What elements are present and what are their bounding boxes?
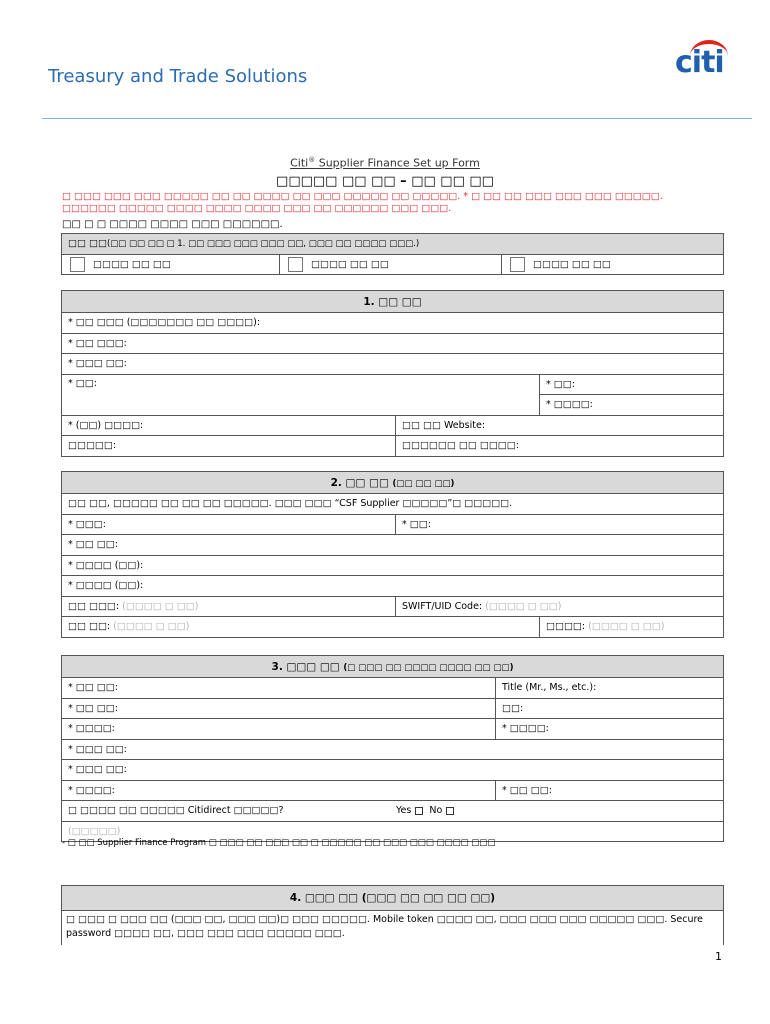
contact-title-field[interactable]: Title (Mr., Ms., etc.): (496, 678, 724, 699)
bank-address-label: □□ □□: (68, 621, 111, 633)
company-name-field[interactable]: * □□ □□□ (□□□□□□□ □□ □□□□): (62, 313, 724, 334)
contact-phone-field[interactable]: * □□□□: (62, 719, 496, 740)
account-number-foreign-field[interactable]: * □□□□ (□□): (62, 576, 724, 597)
section1-title: 1. □□ □□ (62, 291, 724, 313)
option-new-cell[interactable] (62, 254, 280, 275)
section2-title-note: (□□ □□ □□) (392, 478, 455, 489)
checkbox-delete[interactable] (510, 257, 525, 272)
bank-code-label: □□ □□□: (68, 600, 120, 612)
company-fax-field[interactable]: □□□□□: (62, 436, 396, 457)
business-number-field[interactable]: * □□□ □□: (62, 354, 724, 375)
option-change-label: □□□□ □□ □□ (311, 258, 389, 270)
no-label: No (429, 805, 443, 817)
form-title-text: Supplier Finance Set up Form (315, 156, 480, 170)
company-phone-field[interactable]: * (□□) □□□□: (62, 415, 396, 436)
section3-contact-table (61, 655, 724, 842)
section2-bank-table (61, 471, 724, 638)
contact-name-english-field[interactable]: * □□ □□: (62, 698, 496, 719)
bank-code-field[interactable] (62, 596, 396, 617)
bank-address-field[interactable] (62, 617, 540, 638)
user-id-field[interactable]: (□□□□□) (62, 821, 724, 842)
section3-title (62, 656, 724, 678)
contact-email1-field[interactable]: * □□□ □□: (62, 739, 724, 760)
form-title-registered-mark: ® (308, 156, 316, 164)
page-header-title: Treasury and Trade Solutions (48, 66, 308, 87)
citi-logo (672, 40, 736, 78)
option-delete-label: □□□□ □□ □□ (533, 258, 611, 270)
bank-address-hint: (□□□□ □ □□) (113, 621, 190, 633)
citidirect-question-row (62, 801, 724, 822)
corp-number-field[interactable]: □□□□□□ □□ □□□□: (396, 436, 724, 457)
bank-city-label: □□□□: (546, 621, 586, 633)
section4-security-table (61, 885, 724, 945)
checkbox-new[interactable] (70, 257, 85, 272)
postal-code-field[interactable]: * □□□□: (540, 395, 724, 416)
form-title (0, 156, 770, 170)
yes-checkbox[interactable] (415, 807, 423, 815)
citidirect-question: □ □□□□ □□ □□□□□ Citidirect □□□□□? (68, 805, 284, 817)
bank-city-hint: (□□□□ □ □□) (588, 621, 665, 633)
request-type-header (62, 234, 724, 255)
contact-mobile-field[interactable]: * □□□□: (496, 719, 724, 740)
no-checkbox[interactable] (446, 807, 454, 815)
section2-title-text: 2. □□ □□ (330, 476, 389, 489)
account-number-domestic-field[interactable]: * □□□□ (□□): (62, 555, 724, 576)
swift-label: SWIFT/UID Code: (402, 600, 483, 612)
option-change-cell[interactable] (280, 254, 502, 275)
checkbox-change[interactable] (288, 257, 303, 272)
page-number: 1 (715, 950, 722, 963)
section4-body: □ □□□ □ □□□ □□ (□□□ □□, □□□ □□)□ □□□ □□□□□. Mobile token □□□□ □□, □□□ □□□ □□□ □□□□□ □□□. Secure password □□□□ □□, □□□ □□□ □□□ □□□□□ □□□. (62, 911, 724, 946)
option-new-label: □□□□ □□ □□ (93, 258, 171, 270)
logo-wordmark: citi (675, 45, 724, 80)
swift-field[interactable] (396, 596, 724, 617)
header-divider (42, 118, 752, 119)
bank-description: □□ □□, □□□□□ □□ □□ □□ □□□□□. □□□ □□□ “CSF Supplier □□□□□”□ □□□□□. (62, 494, 724, 515)
bank-city-field[interactable] (540, 617, 724, 638)
bank-branch-field[interactable]: * □□: (396, 514, 724, 535)
request-type-hint: (□□ □□ □□ □ 1. □□ □□□ □□□ □□□ □□, □□□ □□ □□□□ □□□.) (106, 239, 420, 250)
contact-language-field[interactable]: * □□ □□: (496, 780, 724, 801)
intro-instruction: □□ □ □ □□□□ □□□□ □□□ □□□□□□. (62, 219, 283, 230)
contact-name-local-field[interactable]: * □□ □□: (62, 678, 496, 699)
city-field[interactable]: * □□: (540, 374, 724, 395)
bank-code-hint: (□□□□ □ □□) (122, 600, 199, 612)
section1-company-table (61, 290, 724, 457)
swift-hint: (□□□□ □ □□) (485, 600, 562, 612)
request-type-table (61, 233, 724, 275)
section4-title: 4. □□□ □□ (□□□ □□ □□ □□ □□) (62, 886, 724, 911)
section2-title (62, 472, 724, 494)
section3-title-note: (□ □□□ □□ □□□□ □□□□ □□ □□) (343, 662, 514, 673)
address-field[interactable]: * □□: (62, 374, 540, 415)
contact-fax-field[interactable]: * □□□□: (62, 780, 496, 801)
website-field[interactable]: □□ □□ Website: (396, 415, 724, 436)
request-type-label: □□ □□ (68, 238, 107, 250)
account-holder-field[interactable]: * □□ □□: (62, 535, 724, 556)
contact-position-field[interactable]: □□: (496, 698, 724, 719)
section3-title-text: 3. □□□ □□ (271, 660, 340, 673)
form-subtitle: □□□□□ □□ □□ – □□ □□ □□ (276, 174, 494, 189)
bank-name-field[interactable]: * □□□: (62, 514, 396, 535)
yes-label: Yes (396, 805, 412, 817)
program-note: - □ □□ Supplier Finance Program □ □□□ □□ □□□ □□ □ □□□□□ □□ □□□ □□□ □□□□ □□□ (62, 838, 496, 848)
intro-warning: □ □□□ □□□ □□□ □□□□□ □□ □□ □□□□ □□ □□□ □□□□□ □□ □□□□□. * □ □□ □□ □□□ □□□ □□□ □□□□□. □□□□□□ □□□□□ □□□□ □□□□ □□□□ □□□ □□ □□□□□□ □□□ □□□. (62, 191, 663, 214)
option-delete-cell[interactable] (502, 254, 724, 275)
form-title-brand: Citi (290, 156, 309, 170)
contact-email2-field[interactable]: * □□□ □□: (62, 760, 724, 781)
company-english-name-field[interactable]: * □□ □□□: (62, 333, 724, 354)
